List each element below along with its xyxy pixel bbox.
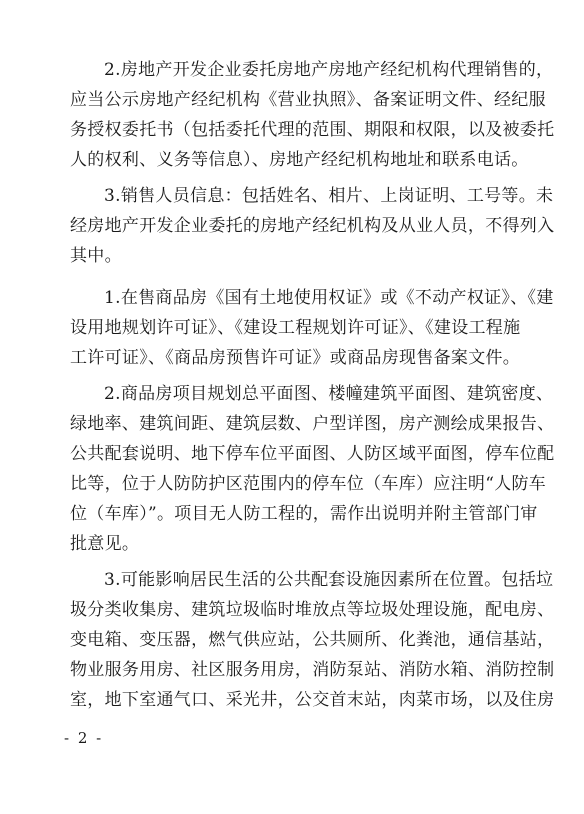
text-line: 比等，位于人防防护区范围内的停车位（车库）应注明“人防车	[70, 474, 547, 494]
text-line: 其中。	[70, 246, 122, 266]
paragraph-permits	[70, 283, 554, 373]
text-line: 3.销售人员信息：包括姓名、相片、上岗证明、工号等。未	[104, 186, 554, 206]
paragraph-agency-info	[70, 55, 555, 175]
text-line: 圾分类收集房、建筑垃圾临时堆放点等垃圾处理设施，配电房、	[70, 600, 555, 620]
text-line: 人的权利、义务等信息）、房地产经纪机构地址和联系电话。	[70, 150, 529, 170]
text-line: 应当公示房地产经纪机构《营业执照》、备案证明文件、经纪服	[70, 90, 546, 110]
text-line: 变电箱、变压器，燃气供应站，公共厕所、化粪池，通信基站，	[70, 630, 555, 650]
text-line: 经房地产开发企业委托的房地产经纪机构及从业人员，不得列入	[70, 216, 555, 236]
text-line: 务授权委托书（包括委托代理的范围、期限和权限，以及被委托	[70, 120, 555, 140]
paragraph-project-plans	[70, 379, 555, 559]
text-line: 设用地规划许可证》、《建设工程规划许可证》、《建设工程施	[70, 318, 521, 338]
text-line: 位（车库）”。项目无人防工程的，需作出说明并附主管部门审	[70, 504, 538, 524]
text-line: 物业服务用房、社区服务用房，消防泵站、消防水箱、消防控制	[70, 660, 555, 680]
text-line: 1.在售商品房《国有土地使用权证》或《不动产权证》、《建	[104, 288, 554, 308]
text-line: 批意见。	[70, 534, 140, 554]
paragraph-sales-staff-info	[70, 181, 555, 271]
document-body	[70, 55, 555, 715]
text-line: 绿地率、建筑间距、建筑层数、户型详图，房产测绘成果报告、	[70, 414, 555, 434]
text-line: 3.可能影响居民生活的公共配套设施因素所在位置。包括垃	[104, 570, 554, 590]
text-line: 工许可证》、《商品房预售许可证》或商品房现售备案文件。	[70, 348, 521, 368]
page-number: - 2 -	[64, 729, 104, 747]
text-line: 2.商品房项目规划总平面图、楼幢建筑平面图、建筑密度、	[104, 384, 554, 404]
paragraph-public-facilities	[70, 565, 555, 715]
text-line: 室，地下室通气口、采光井，公交首末站，肉菜市场，以及住房	[70, 690, 555, 710]
text-line: 公共配套说明、地下停车位平面图、人防区域平面图，停车位配	[70, 444, 555, 464]
text-line: 2.房地产开发企业委托房地产房地产经纪机构代理销售的，	[104, 60, 554, 80]
